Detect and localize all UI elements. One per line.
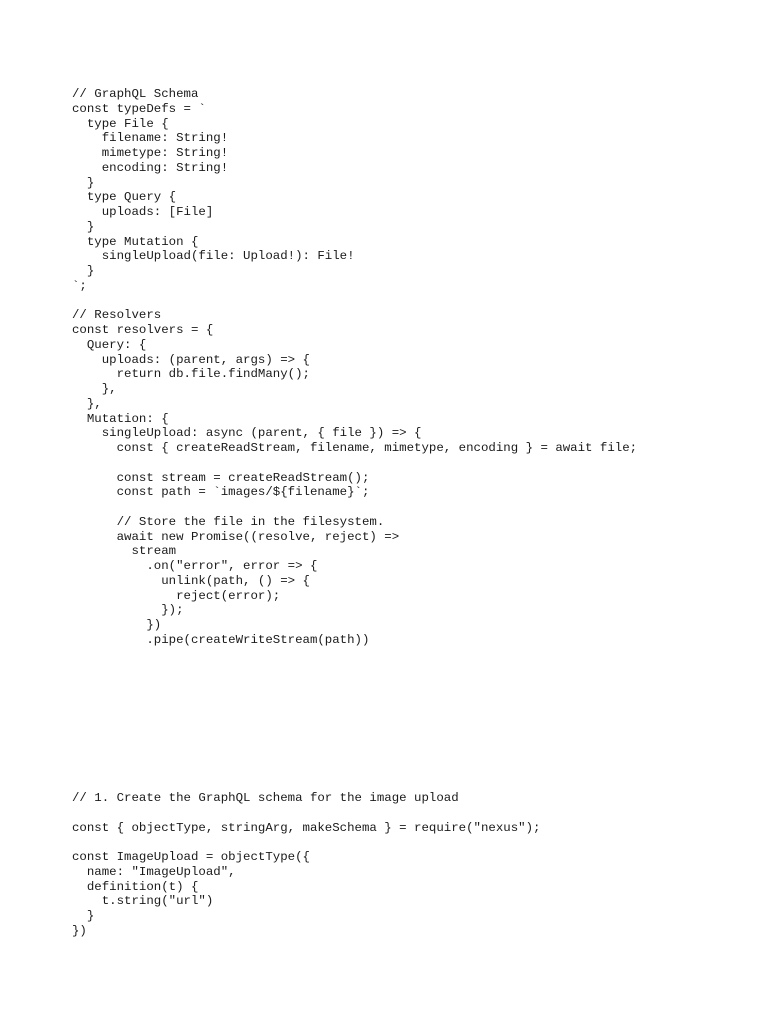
code-line: [72, 806, 540, 821]
code-line: uploads: (parent, args) => {: [72, 352, 310, 367]
code-line: filename: String!: [72, 131, 229, 146]
code-line: type Query {: [72, 190, 177, 205]
code-line: const stream = createReadStream();: [72, 470, 370, 485]
code-line: [72, 456, 637, 471]
code-line: const resolvers = {: [72, 323, 214, 337]
code-line: // GraphQL Schema: [72, 87, 199, 101]
code-line: const path = `images/${filename}`;: [72, 485, 370, 500]
code-line: encoding: String!: [72, 160, 229, 175]
code-line: [72, 500, 637, 515]
code-line: [72, 294, 637, 309]
code-line: },: [72, 396, 102, 411]
code-line: }: [72, 219, 95, 234]
code-line: singleUpload: async (parent, { file }) => {: [72, 426, 422, 441]
code-line: const ImageUpload = objectType({: [72, 850, 310, 864]
code-line: await new Promise((resolve, reject) =>: [72, 529, 400, 544]
code-line: name: "ImageUpload",: [72, 864, 236, 879]
code-line: stream: [72, 544, 177, 559]
code-line: type Mutation {: [72, 234, 199, 249]
code-line: mimetype: String!: [72, 146, 229, 160]
code-line: .on("error", error => {: [72, 559, 318, 573]
code-line: // 1. Create the GraphQL schema for the image upload: [72, 791, 459, 805]
code-line: },: [72, 382, 117, 396]
code-block-nexus-schema: [72, 791, 540, 939]
code-line: type File {: [72, 116, 169, 131]
code-line: }): [72, 923, 87, 938]
code-line: return db.file.findMany();: [72, 367, 310, 382]
code-line: definition(t) {: [72, 879, 199, 894]
code-block-graphql-resolvers: [72, 87, 637, 648]
code-line: const { objectType, stringArg, makeSchema } = require("nexus");: [72, 820, 541, 835]
code-line: [72, 835, 540, 850]
code-line: reject(error);: [72, 588, 281, 603]
code-line: unlink(path, () => {: [72, 573, 310, 588]
code-line: }: [72, 264, 95, 278]
code-line: // Resolvers: [72, 308, 162, 323]
code-line: .pipe(createWriteStream(path)): [72, 632, 370, 647]
code-line: });: [72, 603, 184, 618]
code-line: uploads: [File]: [72, 205, 214, 219]
code-line: t.string("url"): [72, 894, 214, 909]
code-line: }: [72, 909, 95, 923]
code-line: Query: {: [72, 337, 147, 352]
code-line: Mutation: {: [72, 411, 169, 426]
code-line: singleUpload(file: Upload!): File!: [72, 249, 355, 264]
code-line: // Store the file in the filesystem.: [72, 514, 385, 529]
code-line: }: [72, 175, 95, 190]
code-line: `;: [72, 278, 87, 293]
code-line: const typeDefs = `: [72, 101, 206, 116]
code-line: const { createReadStream, filename, mimetype, encoding } = await file;: [72, 441, 638, 455]
code-line: }): [72, 618, 162, 632]
